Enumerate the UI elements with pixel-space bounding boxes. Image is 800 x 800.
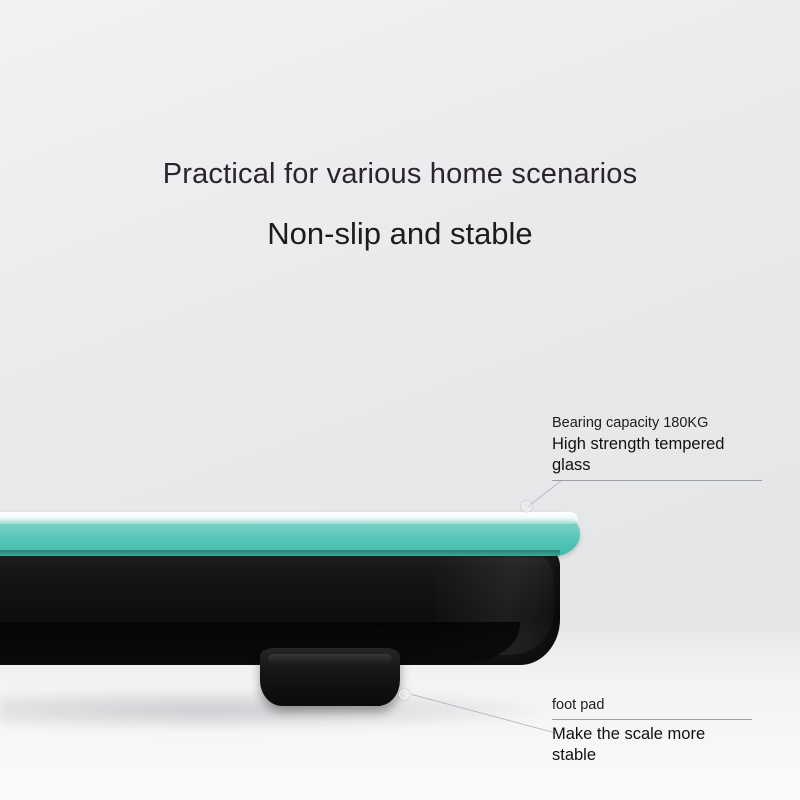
bathroom-scale-product — [0, 500, 600, 700]
subheadline: Non-slip and stable — [267, 216, 533, 251]
glass-under-shadow — [0, 550, 560, 558]
callout-foot-pad — [552, 696, 752, 767]
callout-glass-rule — [552, 480, 762, 481]
callout-foot-pad-label: foot pad — [552, 697, 605, 713]
callout-glass-description: High strength tempered glass — [552, 434, 725, 475]
callout-glass-label: Bearing capacity 180KG — [552, 415, 709, 431]
callout-glass — [552, 414, 762, 485]
callout-marker-glass-icon — [521, 501, 532, 512]
callout-marker-foot-pad-icon — [399, 689, 410, 700]
callout-foot-pad-rule — [552, 719, 752, 720]
scale-foot-pad — [260, 648, 400, 706]
callout-foot-pad-description: Make the scale more stable — [552, 724, 706, 765]
headline: Practical for various home scenarios — [162, 158, 638, 190]
glass-edge-highlight — [0, 512, 578, 524]
